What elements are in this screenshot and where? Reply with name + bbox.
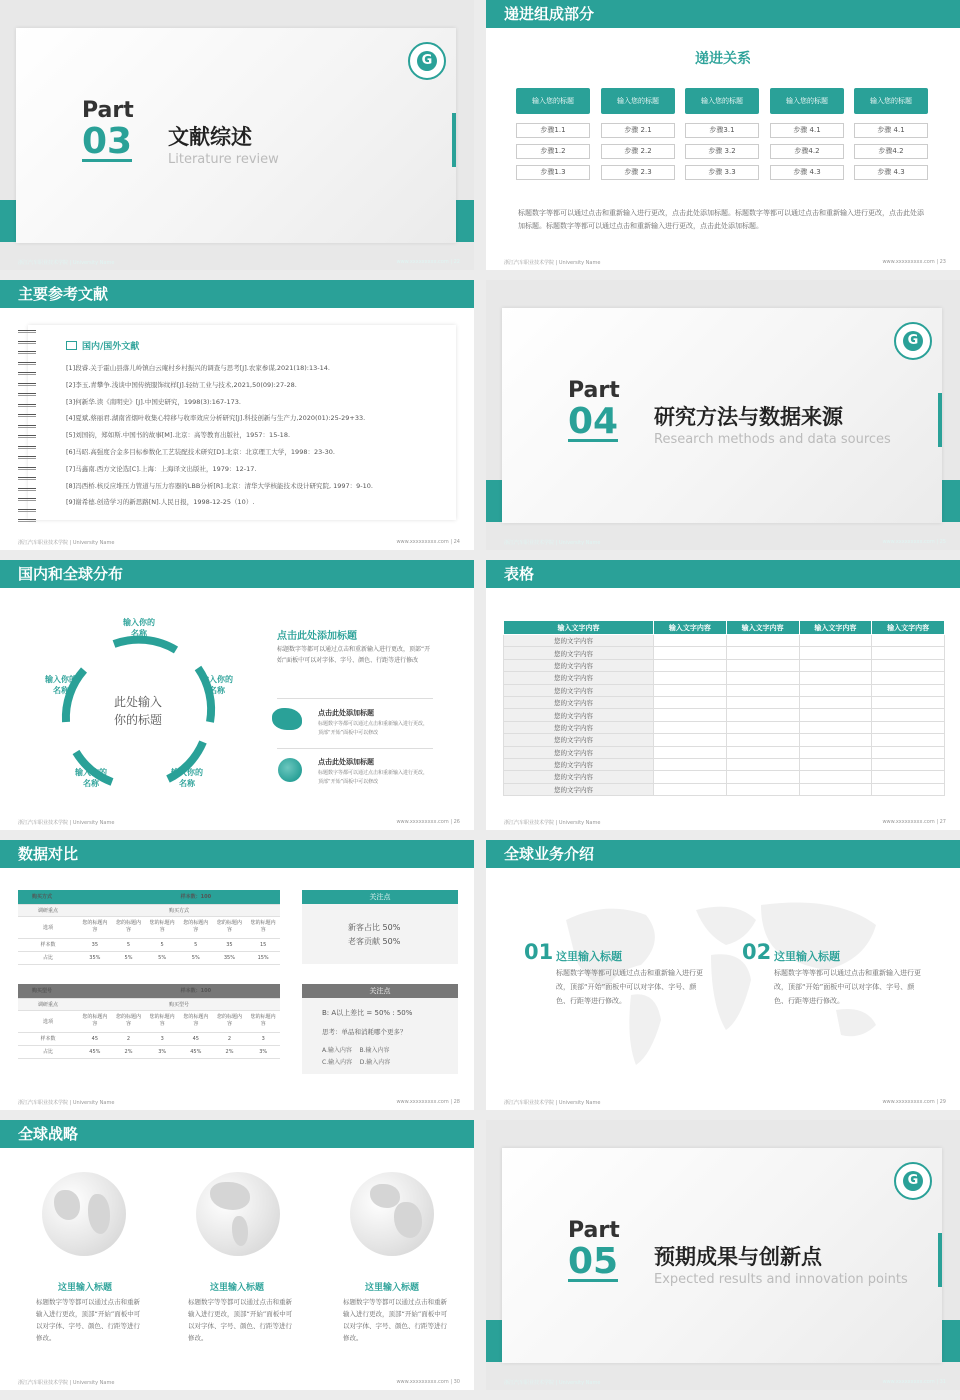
table-cell bbox=[654, 684, 727, 696]
note-box-1 bbox=[302, 890, 458, 964]
part-card bbox=[502, 308, 942, 523]
table-cell: 您的文字内容 bbox=[504, 734, 654, 746]
table-cell bbox=[799, 659, 872, 671]
table-cell: 您的文字内容 bbox=[504, 696, 654, 708]
table-cell bbox=[726, 734, 799, 746]
item-title: 这里输入标题 bbox=[209, 1283, 264, 1293]
table-cell: 样本数：100 bbox=[112, 984, 280, 998]
notebook-spiral-icon bbox=[18, 330, 36, 530]
table-cell bbox=[726, 684, 799, 696]
progression-step: 步骤4.2 bbox=[770, 144, 844, 159]
table-row bbox=[504, 783, 945, 795]
table-cell: 您的文字内容 bbox=[504, 721, 654, 733]
globe-icon bbox=[42, 1172, 126, 1256]
table-cell bbox=[726, 659, 799, 671]
table-cell: 35% bbox=[213, 951, 247, 964]
footer: 浙江汽车职业技术学院 | University Name www.xxxxxxxxx.com | 24 bbox=[18, 539, 460, 546]
reference-item: [2]李玉,青攀争.浅谈中国传统服饰纹样[J].轻纺工业与技术,2021,50(09):27-28. bbox=[66, 380, 297, 389]
accent-bar bbox=[938, 1233, 942, 1287]
school-logo-icon: G bbox=[894, 1162, 932, 1200]
table-cell bbox=[654, 758, 727, 770]
table-row bbox=[504, 771, 945, 783]
item-title: 这里输入标题 bbox=[556, 950, 622, 963]
school-logo-icon: G bbox=[894, 322, 932, 360]
table-cell: 45 bbox=[78, 1032, 112, 1045]
table-cell: 购买型号 bbox=[18, 984, 112, 998]
footer: 浙江汽车职业技术学院 | University Name www.xxxxxxxxx.com | 30 bbox=[18, 1379, 460, 1386]
slide-29 bbox=[486, 840, 960, 1110]
table-cell bbox=[872, 684, 945, 696]
table-cell: 5% bbox=[179, 951, 213, 964]
progression-header: 输入您的标题 bbox=[854, 88, 928, 114]
section-heading: 点击此处添加标题 bbox=[277, 631, 357, 642]
table-cell bbox=[726, 635, 799, 647]
table-cell bbox=[872, 672, 945, 684]
book-icon bbox=[66, 341, 77, 350]
table-cell: 2% bbox=[213, 1045, 247, 1058]
table-cell: 您的文字内容 bbox=[504, 771, 654, 783]
footer: 浙江汽车职业技术学院 | University Name www.xxxxxxxxx.com | 27 bbox=[504, 819, 946, 826]
table-cell: 您的文字内容 bbox=[504, 659, 654, 671]
table-cell bbox=[799, 758, 872, 770]
table-cell bbox=[654, 721, 727, 733]
progression-step: 步骤 2.3 bbox=[601, 165, 675, 180]
table-cell bbox=[654, 635, 727, 647]
table-cell: 您的标题内容 bbox=[145, 916, 179, 938]
table-cell: 35 bbox=[213, 938, 247, 951]
table-row bbox=[504, 734, 945, 746]
table-cell: 5% bbox=[112, 951, 146, 964]
progression-step: 步骤3.1 bbox=[685, 123, 759, 138]
table-row bbox=[504, 758, 945, 770]
table-row bbox=[504, 696, 945, 708]
progression-step: 步骤1.1 bbox=[516, 123, 590, 138]
data-table bbox=[503, 620, 945, 796]
table-row bbox=[504, 746, 945, 758]
table-cell: 您的标题内容 bbox=[246, 1010, 280, 1032]
note-line: A.输入内容 B.输入内容 bbox=[322, 1047, 390, 1054]
reference-item: [7]马鑫南.西方文论选[C].上海：上海译文出版社，1979：12-17. bbox=[66, 464, 257, 473]
table-cell: 35% bbox=[78, 951, 112, 964]
body-text: 标题数字等都可以通过点击和重新输入进行更改，顶部“开始”面板中可以对字体、字号、颜色、行距等进行修改 bbox=[277, 646, 431, 664]
table-cell: 您的文字内容 bbox=[504, 647, 654, 659]
part-number: 05 bbox=[568, 1241, 619, 1282]
item-title: 这里输入标题 bbox=[774, 950, 840, 963]
table-cell: 35 bbox=[78, 938, 112, 951]
table-cell: 您的文字内容 bbox=[504, 709, 654, 721]
progression-step: 步骤 4.3 bbox=[854, 165, 928, 180]
table-cell: 占比 bbox=[18, 1045, 78, 1058]
note-head: 关注点 bbox=[302, 890, 458, 904]
slide-30 bbox=[0, 1120, 474, 1390]
table-cell: 您的标题内容 bbox=[179, 916, 213, 938]
table-header: 输入文字内容 bbox=[726, 621, 799, 635]
globe-icon bbox=[350, 1172, 434, 1256]
slide-24 bbox=[0, 280, 474, 550]
item-text: 标题数字等都可以通过点击和重新输入进行更改，顶部“开始”面板中可以修改 bbox=[318, 770, 429, 785]
progression-step: 步骤 4.1 bbox=[854, 123, 928, 138]
table-cell bbox=[654, 734, 727, 746]
table-cell: 您的标题内容 bbox=[112, 1010, 146, 1032]
footer: 浙江汽车职业技术学院 | University Name www.xxxxxxxxx.com | 29 bbox=[504, 1099, 946, 1106]
table-cell: 样本数 bbox=[18, 1032, 78, 1045]
table-cell: 您的文字内容 bbox=[504, 746, 654, 758]
progression-step: 步骤 2.2 bbox=[601, 144, 675, 159]
table-cell bbox=[654, 709, 727, 721]
reference-card bbox=[28, 325, 456, 520]
footer: 浙江汽车职业技术学院 | University Name www.xxxxxxxxx.com | 28 bbox=[18, 1099, 460, 1106]
slide-28 bbox=[0, 840, 474, 1110]
table-cell: 您的标题内容 bbox=[112, 916, 146, 938]
note-line: 老客贡献 50% bbox=[348, 937, 401, 946]
part-number: 03 bbox=[82, 121, 133, 162]
item-number: 02 bbox=[742, 940, 772, 964]
part-card bbox=[502, 1148, 942, 1363]
table-cell: 您的文字内容 bbox=[504, 672, 654, 684]
part-card bbox=[16, 28, 456, 243]
reference-item: [8]冯西桥.核反应堆压力管道与压力容器的LBB分析[R].北京：清华大学核能技术设计研究院, 1997：9-10. bbox=[66, 481, 373, 490]
table-cell bbox=[872, 771, 945, 783]
china-map-icon bbox=[272, 708, 302, 730]
part-subtitle: Literature review bbox=[168, 152, 279, 167]
part-subtitle: Research methods and data sources bbox=[654, 432, 891, 447]
table-row bbox=[504, 672, 945, 684]
reference-item: [1]段睿.关于霍山县落儿岭镇白云庵村乡村振兴的调查与思考[J].农家参谋,2021(18):13-14. bbox=[66, 364, 330, 372]
table-cell bbox=[872, 659, 945, 671]
table-header: 输入文字内容 bbox=[504, 621, 654, 635]
table-cell: 45 bbox=[179, 1032, 213, 1045]
progression-header: 输入您的标题 bbox=[516, 88, 590, 114]
table-cell: 45% bbox=[78, 1045, 112, 1058]
note-line: B: A以上差比 = 50% : 50% bbox=[322, 1009, 413, 1017]
item-title: 点击此处添加标题 bbox=[318, 758, 374, 766]
progression-step: 步骤1.2 bbox=[516, 144, 590, 159]
table-cell: 您的标题内容 bbox=[179, 1010, 213, 1032]
table-header: 输入文字内容 bbox=[799, 621, 872, 635]
progression-step: 步骤 3.2 bbox=[685, 144, 759, 159]
progression-step: 步骤 2.1 bbox=[601, 123, 675, 138]
item-text: 标题数字等都可以通过点击和重新输入进行更改，顶部“开始”面板中可以修改 bbox=[318, 721, 429, 736]
table-cell bbox=[726, 647, 799, 659]
table-cell bbox=[799, 696, 872, 708]
table-row bbox=[504, 684, 945, 696]
footer: 浙江汽车职业技术学院 | University Name www.xxxxxxxxx.com | 22 bbox=[18, 259, 460, 266]
globe-icon bbox=[196, 1172, 280, 1256]
accent-bar bbox=[452, 113, 456, 167]
table-cell bbox=[872, 758, 945, 770]
table-cell: 3% bbox=[246, 1045, 280, 1058]
table-cell: 占比 bbox=[18, 951, 78, 964]
table-cell bbox=[799, 709, 872, 721]
footer: 浙江汽车职业技术学院 | University Name www.xxxxxxxxx.com | 25 bbox=[504, 539, 946, 546]
table-cell bbox=[726, 672, 799, 684]
table-cell bbox=[799, 721, 872, 733]
table-cell: 2 bbox=[112, 1032, 146, 1045]
table-cell bbox=[726, 709, 799, 721]
part-word: Part bbox=[568, 378, 620, 403]
table-cell bbox=[654, 659, 727, 671]
item-number: 01 bbox=[524, 940, 554, 964]
table-cell: 购买型号 bbox=[78, 998, 280, 1010]
table-cell: 选项 bbox=[18, 916, 78, 938]
table-cell: 您的文字内容 bbox=[504, 783, 654, 795]
table-cell: 15% bbox=[246, 951, 280, 964]
item-title: 这里输入标题 bbox=[364, 1283, 419, 1293]
item-title: 这里输入标题 bbox=[57, 1283, 112, 1293]
table-cell bbox=[654, 783, 727, 795]
table-cell: 5% bbox=[145, 951, 179, 964]
table-cell: 您的标题内容 bbox=[213, 1010, 247, 1032]
part-subtitle: Expected results and innovation points bbox=[654, 1272, 908, 1287]
slide-26 bbox=[0, 560, 474, 830]
table-cell bbox=[799, 746, 872, 758]
cycle-label: 输入你的 名称 bbox=[75, 768, 107, 788]
table-cell: 调研重点 bbox=[18, 998, 78, 1010]
item-text: 标题数字等等都可以通过点击和重新输入进行更改，顶部“开始”面板中可以对字体、字号、颜色、行距等进行修改。 bbox=[343, 1298, 448, 1342]
table-cell: 您的标题内容 bbox=[213, 916, 247, 938]
reference-heading: 国内/国外文献 bbox=[82, 342, 140, 352]
progression-step: 步骤1.3 bbox=[516, 165, 590, 180]
table-cell bbox=[799, 771, 872, 783]
progression-step: 步骤 4.1 bbox=[770, 123, 844, 138]
table-cell bbox=[799, 684, 872, 696]
table-cell bbox=[799, 734, 872, 746]
progression-header: 输入您的标题 bbox=[770, 88, 844, 114]
table-cell bbox=[654, 672, 727, 684]
note-head: 关注点 bbox=[302, 984, 458, 998]
table-cell bbox=[872, 647, 945, 659]
table-row bbox=[504, 721, 945, 733]
table-cell: 您的标题内容 bbox=[246, 916, 280, 938]
table-cell: 5 bbox=[145, 938, 179, 951]
item-text: 标题数字等等都可以通过点击和重新输入进行更改，顶部“开始”面板中可以对字体、字号、颜色、行距等进行修改。 bbox=[774, 969, 921, 1005]
table-row bbox=[504, 709, 945, 721]
item-text: 标题数字等等都可以通过点击和重新输入进行更改，顶部“开始”面板中可以对字体、字号、颜色、行距等进行修改。 bbox=[36, 1298, 141, 1342]
part-title: 预期成果与创新点 bbox=[654, 1245, 822, 1269]
table-cell: 调研重点 bbox=[18, 904, 78, 916]
compare-table-1 bbox=[18, 890, 280, 965]
slide-23 bbox=[486, 0, 960, 270]
table-cell bbox=[726, 746, 799, 758]
footer: 浙江汽车职业技术学院 | University Name www.xxxxxxxxx.com | 23 bbox=[504, 259, 946, 266]
item-title: 点击此处添加标题 bbox=[318, 709, 374, 717]
table-cell bbox=[872, 635, 945, 647]
table-cell bbox=[799, 672, 872, 684]
table-cell bbox=[654, 771, 727, 783]
table-cell: 您的标题内容 bbox=[78, 1010, 112, 1032]
progression-step: 步骤 3.3 bbox=[685, 165, 759, 180]
cycle-label: 输入你的 名称 bbox=[171, 768, 203, 788]
table-cell bbox=[872, 783, 945, 795]
slide-27 bbox=[486, 560, 960, 830]
table-cell: 您的文字内容 bbox=[504, 635, 654, 647]
table-cell: 您的文字内容 bbox=[504, 758, 654, 770]
reference-item: [9]谢希德.创造学习的新思路[N].人民日报，1998-12-25（10）. bbox=[66, 498, 255, 507]
table-cell bbox=[799, 647, 872, 659]
globe-icon bbox=[278, 758, 302, 782]
table-row bbox=[504, 635, 945, 647]
table-row bbox=[504, 659, 945, 671]
slide-title: 全球战略 bbox=[0, 1120, 474, 1148]
slide-title: 国内和全球分布 bbox=[0, 560, 474, 588]
part-title: 文献综述 bbox=[168, 125, 252, 149]
table-cell: 购买方式 bbox=[78, 904, 280, 916]
note-line: 新客占比 50% bbox=[348, 923, 401, 932]
item-text: 标题数字等等都可以通过点击和重新输入进行更改，顶部“开始”面板中可以对字体、字号、颜色、行距等进行修改。 bbox=[556, 969, 703, 1005]
cycle-label: 输入你的 名称 bbox=[201, 675, 233, 695]
note-line: 思考：单品和消耗哪个更多？ bbox=[322, 1028, 407, 1036]
section-heading: 递进关系 bbox=[695, 51, 751, 67]
table-cell bbox=[726, 771, 799, 783]
footer: 浙江汽车职业技术学院 | University Name www.xxxxxxxxx.com | 26 bbox=[18, 819, 460, 826]
table-cell bbox=[726, 721, 799, 733]
table-cell: 3% bbox=[145, 1045, 179, 1058]
slide-title: 主要参考文献 bbox=[0, 280, 474, 308]
table-cell: 您的标题内容 bbox=[78, 916, 112, 938]
reference-list bbox=[66, 363, 451, 514]
table-cell: 购买方式 bbox=[18, 890, 112, 904]
table-cell bbox=[726, 758, 799, 770]
table-header: 输入文字内容 bbox=[872, 621, 945, 635]
table-cell: 2% bbox=[112, 1045, 146, 1058]
table-cell: 2 bbox=[213, 1032, 247, 1045]
table-cell: 您的文字内容 bbox=[504, 684, 654, 696]
table-cell bbox=[872, 746, 945, 758]
table-row bbox=[504, 647, 945, 659]
cycle-label: 输入你的 名称 bbox=[123, 618, 155, 638]
part-word: Part bbox=[82, 98, 134, 123]
body-text: 标题数字等都可以通过点击和重新输入进行更改，点击此处添加标题。标题数字等都可以通过点击和重新输入进行更改，点击此处添加标题。标题数字等都可以通过点击和重新输入进行更改，点击此处添加标题。 bbox=[518, 209, 924, 230]
note-line: C.输入内容 D.输入内容 bbox=[322, 1059, 391, 1066]
cycle-center-title: 此处输入 你的标题 bbox=[113, 695, 162, 727]
slide-title: 全球业务介绍 bbox=[486, 840, 960, 868]
slide-31 bbox=[486, 1120, 960, 1390]
table-cell: 45% bbox=[179, 1045, 213, 1058]
table-cell: 样本数：100 bbox=[112, 890, 280, 904]
progression-header: 输入您的标题 bbox=[601, 88, 675, 114]
table-cell bbox=[799, 783, 872, 795]
compare-table-2 bbox=[18, 984, 280, 1059]
reference-item: [5]刘国钧，郑如斯.中国书的故事[M].北京：高等教育出版社，1957：15-18. bbox=[66, 431, 291, 440]
progression-step: 步骤 4.3 bbox=[770, 165, 844, 180]
item-text: 标题数字等等都可以通过点击和重新输入进行更改，顶部“开始”面板中可以对字体、字号、颜色、行距等进行修改。 bbox=[188, 1298, 293, 1342]
table-cell bbox=[654, 746, 727, 758]
table-cell: 5 bbox=[112, 938, 146, 951]
slide-22 bbox=[0, 0, 474, 270]
table-cell bbox=[872, 721, 945, 733]
table-cell bbox=[726, 783, 799, 795]
table-cell: 您的标题内容 bbox=[145, 1010, 179, 1032]
slide-title: 表格 bbox=[486, 560, 960, 588]
accent-bar bbox=[938, 393, 942, 447]
progression-header: 输入您的标题 bbox=[685, 88, 759, 114]
note-box-2 bbox=[302, 984, 458, 1074]
table-cell bbox=[872, 696, 945, 708]
school-logo-icon: G bbox=[408, 42, 446, 80]
slide-title: 数据对比 bbox=[0, 840, 474, 868]
table-cell: 3 bbox=[246, 1032, 280, 1045]
table-cell bbox=[654, 696, 727, 708]
footer: 浙江汽车职业技术学院 | University Name www.xxxxxxxxx.com | 31 bbox=[504, 1379, 946, 1386]
reference-item: [6]马昭.高强度合金多目标参数化工艺装配技术研究[D].北京：北京理工大学，1998：23-30. bbox=[66, 447, 335, 456]
reference-item: [3]何新华.读《南明史》[J].中国史研究，1998(3):167-173. bbox=[66, 397, 241, 406]
table-cell bbox=[654, 647, 727, 659]
slide-25 bbox=[486, 280, 960, 550]
table-cell: 样本数 bbox=[18, 938, 78, 951]
slide-title: 递进组成部分 bbox=[486, 0, 960, 28]
progression-step: 步骤4.2 bbox=[854, 144, 928, 159]
table-cell bbox=[872, 709, 945, 721]
table-cell bbox=[726, 696, 799, 708]
table-cell: 5 bbox=[179, 938, 213, 951]
reference-item: [4]夏斌,蔡丽君.湖南省烟叶收集心特移与收率效应分析研究[J].科技创新与生产力,2020(01):25-29+33. bbox=[66, 414, 366, 423]
cycle-label: 输入你的 名称 bbox=[45, 675, 77, 695]
part-word: Part bbox=[568, 1218, 620, 1243]
table-cell: 15 bbox=[246, 938, 280, 951]
part-title: 研究方法与数据来源 bbox=[654, 405, 843, 429]
table-cell bbox=[872, 734, 945, 746]
table-cell: 选项 bbox=[18, 1010, 78, 1032]
table-header: 输入文字内容 bbox=[654, 621, 727, 635]
part-number: 04 bbox=[568, 401, 619, 442]
table-cell: 3 bbox=[145, 1032, 179, 1045]
table-cell bbox=[799, 635, 872, 647]
